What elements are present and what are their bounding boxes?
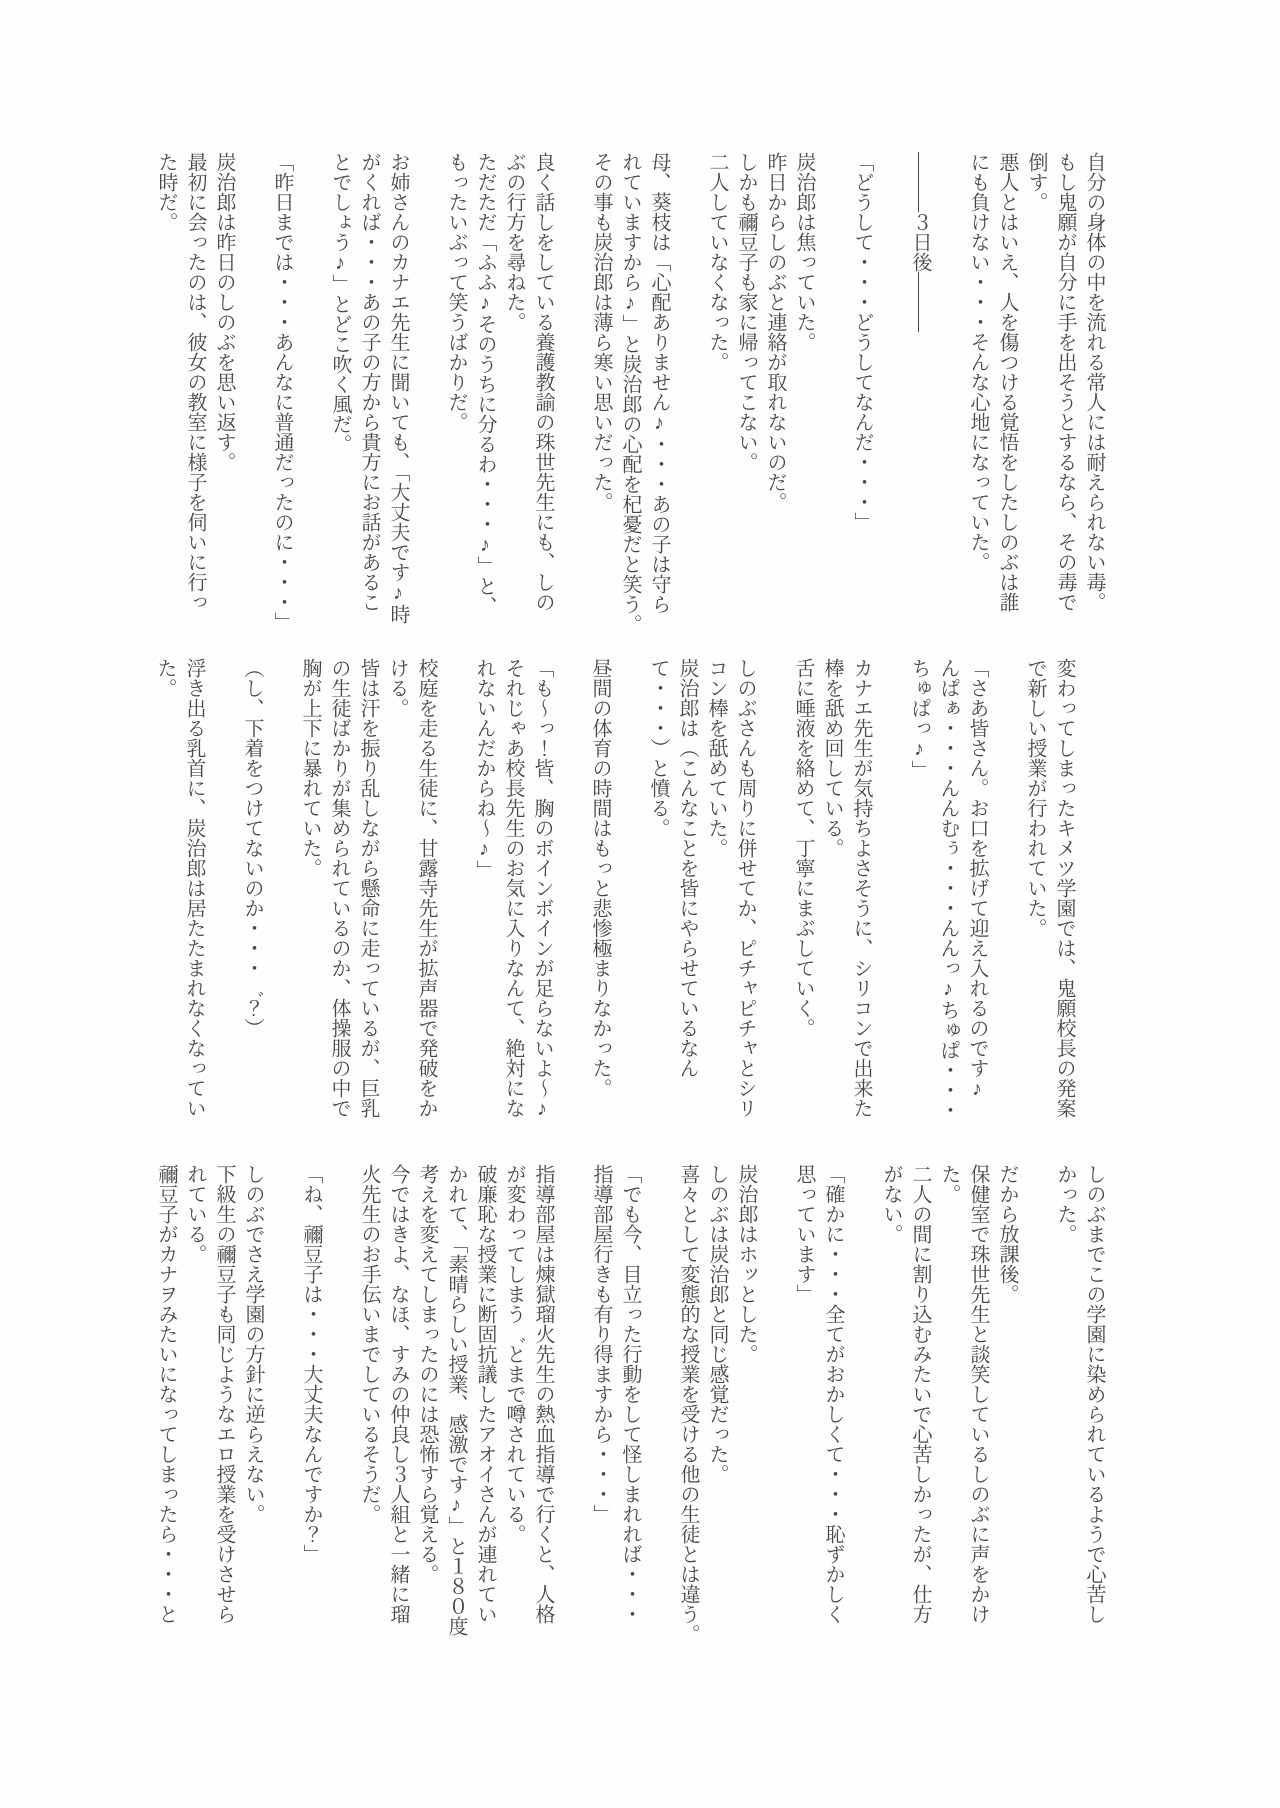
text-line: 悪人とはいえ、人を傷つける覚悟をしたしのぶは誰 [996,152,1018,612]
paragraph-group [789,1164,847,1664]
text-line: 考えを変えてしまったのには恐怖すら覚える。 [416,1164,438,1584]
text-line: もったいぶって笑うばかりだ。 [445,152,467,432]
text-line: だから放課後。 [996,1164,1018,1304]
paragraph-group [441,152,557,652]
paragraph-group [150,658,208,1158]
text-line: カナエ先生が気持ちよさそうに、シリコンで出来た [850,658,872,1118]
text-line: その事も炭治郎は薄ら寒い思いだった。 [590,152,612,512]
paragraph-group [151,1164,267,1664]
paragraph-group [847,152,876,652]
text-line: 炭治郎は（こんなことを皆にやらせているなん [676,658,698,1078]
text-line: 二人していなくなった。 [706,152,728,372]
text-line: 「さあ皆さん。お口を拡げて迎え入れるのです♪ [966,658,988,1100]
text-line: て・・・）と憤る。 [647,658,669,838]
text-line: れている。 [184,1164,206,1264]
text-section-top [122,152,1108,652]
text-line: 倒す。 [1025,152,1047,212]
text-line: 「でも今、目立った行動をして怪しまれれば・・・ [619,1164,641,1624]
paragraph-group [267,152,296,652]
paragraph-group [469,658,556,1158]
paragraph-group [586,1164,644,1664]
paragraph-group [673,1164,760,1664]
paragraph-group [643,658,759,1158]
paragraph-group [151,152,238,652]
text-line: かれて、「素晴らしい授業、感激です♪」と１８０度 [445,1164,467,1636]
text-line: 二人の間に割り込むみたいで心苦しかったが、仕方 [909,1164,931,1624]
text-line: 今ではきよ、なほ、すみの仲良し３人組と一緒に瑠 [387,1164,409,1624]
text-line: 良く話しをしている養護教諭の珠世先生にも、しの [532,152,554,612]
text-line: 指導部屋行きも有り得ますから・・・」 [590,1164,612,1524]
text-line: 保健室で珠世先生と談笑しているしのぶに声をかけ [967,1164,989,1624]
text-line: しのぶでさえ学園の方針に逆らえない。 [242,1164,264,1524]
text-line: 母、葵枝は「心配ありません♪・・・あの子は守ら [648,152,670,614]
text-line: ぶの行方を尋ねた。 [503,152,525,332]
text-line: んぱぁ・・・んんむぅ・・・んんっ♪ちゅぱ・・・ [937,658,959,1120]
text-line: 炭治郎は昨日のしのぶを思い返す。 [213,152,235,472]
text-line: れないんだからね〜♪」 [473,658,495,880]
text-line: がない。 [880,1164,902,1244]
text-line: が変わってしまう゛とまで噂されている。 [503,1164,525,1544]
text-line: 指導部屋は煉獄瑠火先生の熱血指導で行くと、人格 [532,1164,554,1624]
text-line: 皆は汗を振り乱しながら懸命に走っているが、巨乳 [357,658,379,1118]
text-line: しかも禰豆子も家に帰ってこない。 [735,152,757,472]
text-line: 「ね、禰豆子は・・・大丈夫なんですか？」 [300,1164,322,1564]
text-line: かった。 [1054,1164,1076,1244]
paragraph-group [702,152,818,652]
paragraph-group [788,658,875,1158]
text-line: 火先生のお手伝いまでしているそうだ。 [358,1164,380,1524]
text-line: がくれば・・・あの子の方から貴方にお話があるこ [358,152,380,612]
text-line: 昼間の体育の時間はもっと悲惨極まりなかった。 [589,658,611,1098]
text-line: の生徒ばかりが集められているのか、体操服の中で [328,658,350,1118]
paragraph-group [1020,658,1078,1158]
text-line: 「確かに・・・全てがおかしくて・・・恥ずかしく [822,1164,844,1624]
text-line: 昨日からしのぶと連絡が取れないのだ。 [764,152,786,512]
text-line: 思っています」 [793,1164,815,1304]
text-line: ける。 [386,658,408,718]
text-line: 禰豆子がカナヲみたいになってしまったら・・・と [155,1164,177,1624]
text-line: 破廉恥な授業に断固抗議したアオイさんが連れてい [474,1164,496,1624]
text-line: 校庭を走る生徒に、甘露寺先生が拡声器で発破をか [415,658,437,1118]
text-line: で新しい授業が行われていた。 [1024,658,1046,938]
text-line: （し、下着をつけてないのか・・・゛？） [241,658,263,1038]
text-line: しのぶまでこの学園に染められているようで心苦し [1083,1164,1105,1624]
paragraph-group [876,1164,1021,1664]
text-line: れていますから♪」と炭治郎の心配を杞憂だと笑う。 [619,152,641,634]
text-line: 胸が上下に暴れていた。 [299,658,321,878]
paragraph-group [296,1164,325,1664]
text-line: 炭治郎はホッとした。 [735,1164,757,1364]
text-section-bottom [122,1164,1108,1664]
text-line: 「昨日までは・・・あんなに普通だったのに・・・」 [271,152,293,632]
text-line: お姉さんのカナエ先生に聞いても、「大丈夫です♪時 [387,152,409,624]
text-line: 棒を舐め回している。 [821,658,843,858]
paragraph-group [904,658,991,1158]
paragraph-group [905,152,934,652]
text-line: 下級生の禰豆子も同じようなエロ授業を受けさせら [213,1164,235,1624]
text-line: 浮き出る乳首に、炭治郎は居たたまれなくなってい [183,658,205,1118]
text-section-middle [121,658,1078,1158]
paragraph-group [295,658,440,1158]
text-line: 「どうして・・・どうしてなんだ・・・」 [851,152,873,532]
paragraph-group [354,1164,557,1664]
text-line: とでしょう♪」とどこ吹く風だ。 [329,152,351,454]
text-line: た。 [154,658,176,698]
text-line: ちゅぱっ♪」 [908,658,930,780]
paragraph-group [586,152,673,652]
paragraph-group [237,658,266,1158]
text-line: にも負けない・・・そんな心地になっていた。 [967,152,989,572]
paragraph-group [1050,1164,1108,1664]
text-line: もし鬼願が自分に手を出そうとするなら、その毒で [1054,152,1076,612]
text-line: 最初に会ったのは、彼女の教室に様子を伺いに行っ [184,152,206,612]
paragraph-group [963,152,1108,652]
text-line: た。 [938,1164,960,1204]
text-line: しのぶさんも周りに併せてか、ピチャピチャとシリ [734,658,756,1118]
text-line: 舌に唾液を絡めて、丁寧にまぶしていく。 [792,658,814,1038]
text-line: ただただ「ふふ♪そのうちに分るわ・・・♪」と、 [474,152,496,616]
text-line: しのぶは炭治郎と同じ感覚だった。 [706,1164,728,1484]
paragraph-group [325,152,412,652]
paragraph-group [585,658,614,1158]
text-line: 「も〜っ！皆、胸のボインボインが足らないよ〜♪ [531,658,553,1120]
text-line: それじゃあ校長先生のお気に入りなんて、絶対にな [502,658,524,1118]
text-line: 炭治郎は焦っていた。 [793,152,815,352]
text-line: ―――３日後――― [909,152,931,332]
text-line: た時だ。 [155,152,177,232]
text-line: 自分の身体の中を流れる常人には耐えられない毒。 [1083,152,1105,612]
text-line: コン棒を舐めていた。 [705,658,727,858]
text-line: 変わってしまったキメツ学園では、鬼願校長の発案 [1053,658,1075,1118]
text-line: 喜々として変態的な授業を受ける他の生徒とは違う。 [677,1164,699,1644]
